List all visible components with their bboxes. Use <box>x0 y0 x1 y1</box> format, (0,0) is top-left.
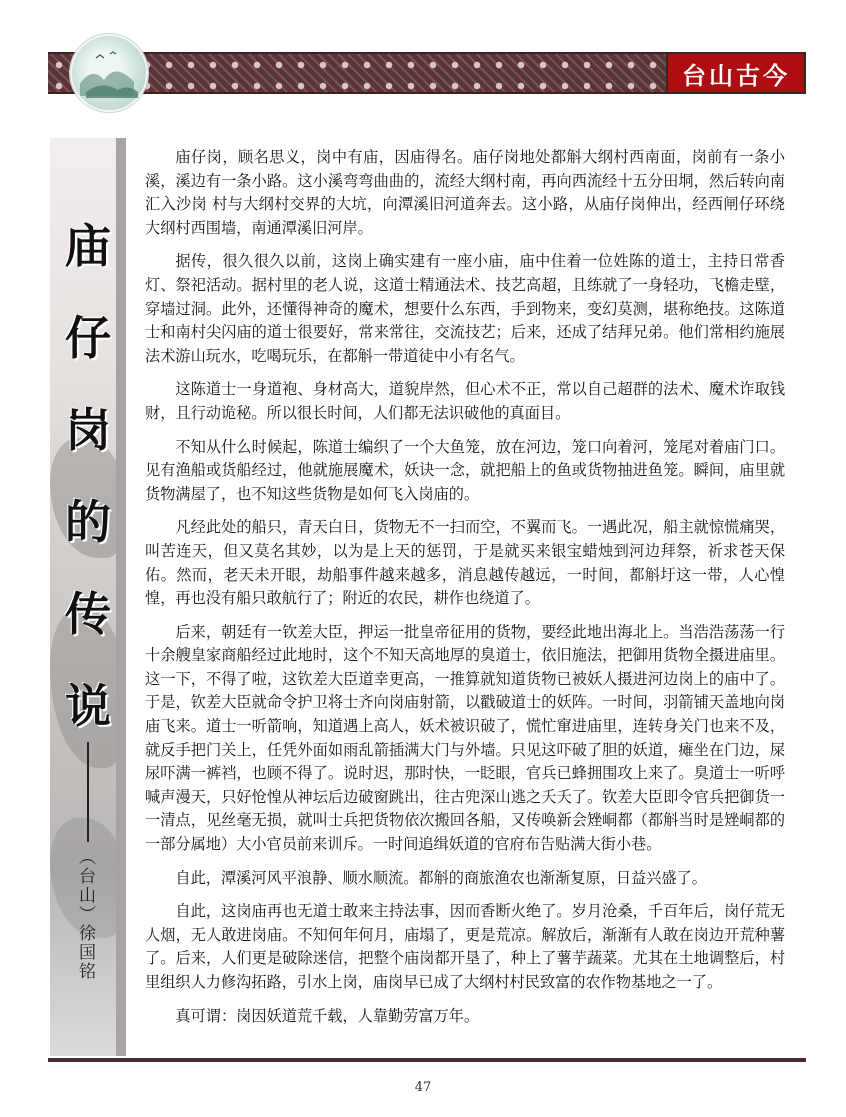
article-paragraph: 后来，朝廷有一钦差大臣，押运一批皇帝征用的货物，要经此地出海北上。当浩浩荡荡一行十余艘皇家商船经过此地时，这个不知天高地厚的臭道士，依旧施法，把御用货物全摄进庙里。这一下，不得了啦，这钦差大臣道幸更高，一推算就知道货物已被妖人摄进河边岗上的庙中了。于是，钦差大臣就命令护卫将士齐向岗庙射箭，以戳破道士的妖阵。一时间，羽箭铺天盖地向岗庙飞来。道士一听箭响，知道遇上高人，妖术被识破了，慌忙窜进庙里，连转身关门也来不及，就反手把门关上，任凭外面如雨乱箭插满大门与外墙。只见这吓破了胆的妖道，瘫坐在门边，屎尿吓满一裤裆，也顾不得了。说时迟，那时快，一眨眼，官兵已蜂拥围攻上来了。臭道士一听呼喊声漫天，只好怆惶从神坛后边破窗跳出，往古兜深山逃之夭夭了。钦差大臣即令官兵把御货一一清点，见丝毫无损，就叫士兵把货物依次搬回各船，又传唤新会矬峒都（都斛当时是矬峒都的一部分属地）大小官员前来训斥。一时间追缉妖道的官府布告贴满大街小巷。 <box>145 622 785 854</box>
article-paragraph: 真可谓：岗因妖道荒千载，人靠勤劳富万年。 <box>175 1006 480 1025</box>
article-paragraph: 不知从什么时候起，陈道士编织了一个大鱼笼，放在河边，笼口向着河，笼尾对着庙门口。见有渔船或货船经过，他就施展魔术，妖诀一念，就把船上的鱼或货物抽进鱼笼。瞬间，庙里就货物满屋了，也不知这些货物是如何飞入岗庙的。 <box>145 437 785 503</box>
landscape-logo-icon <box>70 34 148 112</box>
footer-rule <box>48 1058 806 1062</box>
article-paragraph: 据传，很久很久以前，这岗上确实建有一座小庙，庙中住着一位姓陈的道士，主持日常香灯、祭祀活动。据村里的老人说，这道士精通法术、技艺高超，且练就了一身轻功，飞檐走壁，穿墙过洞。此外，还懂得神奇的魔术，想要什么东西，手到物来，变幻莫测，堪称绝技。这陈道士和南村尖闪庙的道士很要好，常来常往，交流技艺；后来，还成了结拜兄弟。他们常相约施展法术游山玩水，吃喝玩乐，在都斛一带道徒中小有名气。 <box>145 252 785 365</box>
title-dash <box>87 742 89 842</box>
article-paragraph: 凡经此处的船只，青天白日，货物无不一扫而空，不翼而飞。一遇此况，船主就惊慌痛哭，叫苦连天，但又莫名其妙，以为是上天的惩罚，于是就买来银宝蜡烛到河边拜祭，祈求苍天保佑。然而，老天未开眼，劫船事件越来越多，消息越传越远，一时间，都斛圩这一带，人心惶惶，再也没有船只敢航行了；附近的农民，耕作也绕道了。 <box>145 518 785 608</box>
title-char: 的 <box>65 495 111 549</box>
article-paragraph: 自此，这岗庙再也无道士敢来主持法事，因而香断火绝了。岁月沧桑，千百年后，岗仔荒无人烟，无人敢进岗庙。不知何年何月，庙塌了，更是荒凉。解放后，渐渐有人敢在岗边开荒种薯了。后来，人们更是破除迷信，把整个庙岗都开垦了，种上了薯芋蔬菜。尤其在土地调整后，村里组织人力修沟拓路，引水上岗，庙岗早已成了大纲村村民致富的农作物基地之一了。 <box>145 902 785 991</box>
article-paragraph: 庙仔岗，顾名思义，岗中有庙，因庙得名。庙仔岗地处都斛大纲村西南面，岗前有一条小溪，溪边有一条小路。这小溪弯弯曲曲的，流经大纲村南，再向西流经十五分田垌，然后转向南汇入沙岗 村与大纲村交界的大坑，向潭溪旧河道奔去。这小路，从庙仔岗伸出，经西闸仔环绕大纲村西围墙，南通潭溪旧河岸。 <box>145 148 785 237</box>
section-tag: 台山古今 <box>666 52 806 94</box>
title-char: 传 <box>65 587 111 641</box>
author-region: （台山） <box>75 848 95 924</box>
author-byline <box>75 848 98 981</box>
page-number: 47 <box>414 1080 432 1095</box>
article-body <box>145 146 785 1038</box>
article-title <box>50 200 126 752</box>
article-paragraph: 自此，潭溪河风平浪静、顺水顺流。都斛的商旅渔农也渐渐复原，日益兴盛了。 <box>175 868 707 887</box>
title-char: 庙 <box>65 219 111 273</box>
article-paragraph: 这陈道士一身道袍、身材高大，道貌岸然，但心术不正，常以自己超群的法术、魔术诈取钱财，且行动诡秘。所以很长时间，人们都无法识破他的真面目。 <box>145 380 785 422</box>
title-char: 说 <box>65 679 111 733</box>
title-char: 岗 <box>65 403 111 457</box>
author-name: 徐国铭 <box>75 924 95 981</box>
title-char: 仔 <box>65 311 111 365</box>
